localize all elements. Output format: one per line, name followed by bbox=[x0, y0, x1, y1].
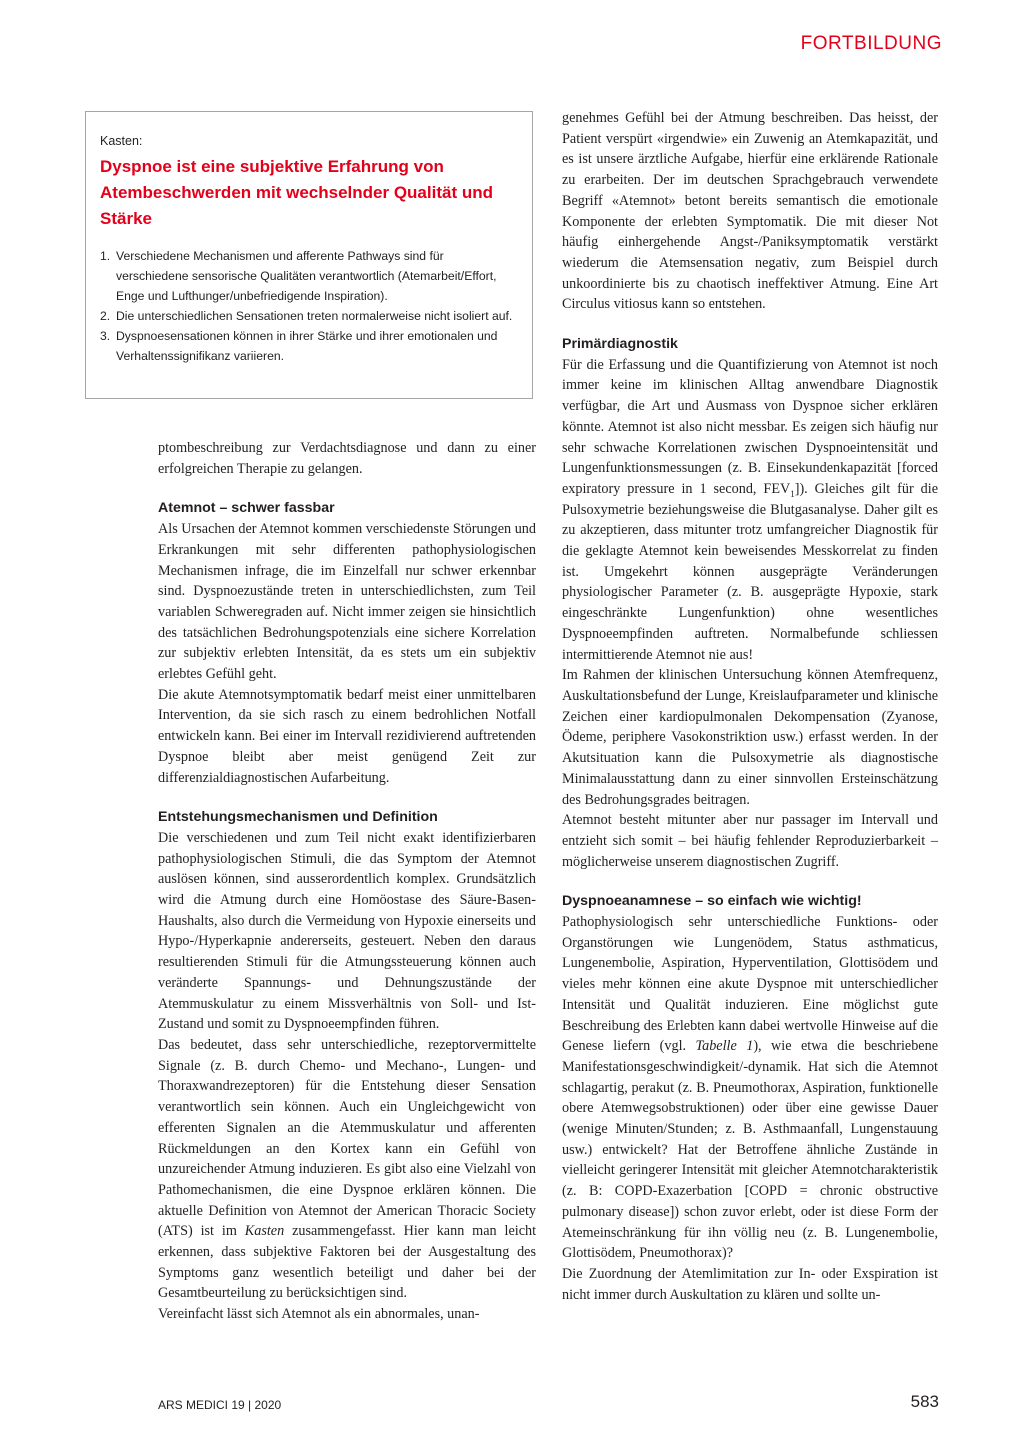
left-column bbox=[158, 438, 536, 1325]
paragraph: Atemnot besteht mitunter aber nur passager im Intervall und entzieht sich somit – bei häufig fehlender Reproduzierbarkeit – möglicherweise unserem diagnostischen Zugriff. bbox=[562, 812, 938, 870]
section-heading: Atemnot – schwer fassbar bbox=[158, 500, 335, 517]
list-item: 2. Die unterschiedlichen Sensationen treten normalerweise nicht isoliert auf. bbox=[100, 309, 513, 323]
paragraph: Die verschiedenen und zum Teil nicht exakt identifizierbaren pathophysiologischen Stimuli, die das Symptom der Atemnot auslösen können, sind ausserordentlich komplex. Grundsätzlich wird die Atmung durch eine Homöostase des Säure-Basen-Haushalts, also durch die Vermeidung von Hypoxie einerseits und Hypo-/Hyperkapnie andererseits, gesteuert. Neben den daraus resultierenden Stimuli für die Atmungssteuerung können auch veränderte Spannungs- und Dehnungszustände der Atemmuskulatur zu einem Missverhältnis von Soll- und Ist-Zustand und somit zu Dyspnoeempfinden führen. bbox=[158, 829, 536, 1033]
section-heading: Dyspnoeanamnese – so einfach wie wichtig! bbox=[562, 893, 862, 910]
section-heading: Entstehungsmechanismen und Definition bbox=[158, 809, 438, 826]
paragraph: Vereinfacht lässt sich Atemnot als ein abnormales, unan- bbox=[158, 1306, 480, 1323]
paragraph: Als Ursachen der Atemnot kommen verschiedenste Störungen und Erkrankungen mit sehr differenten pathophysiologischen Mechanismen infrage, die im Einzelfall nur schwer erkennbar sind. Dyspnoezustände treten in unterschiedlichsten, zum Teil variablen Schweregraden auf. Nicht immer zeigen sie hinsichtlich des tatsächlichen Bedrohungspotenzials eine sichere Korrelation zur subjektiv erlebten Intensität, da es stets um ein subjektiv erlebtes Gefühl geht. bbox=[158, 521, 536, 683]
paragraph: Pathophysiologisch sehr unterschiedliche Funktions- oder Organstörungen wie Lungenödem, Status asthmaticus, Lungenembolie, Aspiration, Hyperventilation, Glottisödem und vieles mehr können eine akute Dyspnoe mit unterschiedlicher Intensität und Qualität induzieren. Eine möglichst gute Beschreibung des Erlebten kann dabei wertvolle Hinweise auf die Genese liefern (vgl. Tabelle 1), wie etwa die beschriebene Manifestationsgeschwindigkeit/-dynamik. Hat sich die Atemnot schlagartig, perakut (z. B. Pneumothorax, Aspiration, funktionelle obere Atemwegsobstruktionen) oder über eine gewisse Dauer (wenige Minuten/Stunden; z. B. Asthmaanfall, Lungenstauung usw.) entwickelt? Hat der Betroffene ähnliche Zustände in vielleicht geringerer Intensität mit gleicher Atemnotcharakteristik (z. B: COPD-Exazerbation [COPD = chronic obstructive pulmonary disease]) schon zuvor erlebt, oder ist diese Form der Atemeinschränkung für ihn völlig neu (z. B. Lungenembolie, Glottisödem, Pneumothorax)? bbox=[562, 914, 938, 1262]
paragraph: genehmes Gefühl bei der Atmung beschreiben. Das heisst, der Patient verspürt «irgendwie» ein Zuwenig an Atemkapazität, und es ist unsere ärztliche Aufgabe, hierfür eine erklärende Rationale zu erarbeiten. Der im deutschen Sprachgebrauch verwendete Begriff «Atemnot» betont bereits semantisch die emotionale Komponente der erlebten Symptomatik. Die mit dieser Not häufig einhergehende Angst-/Paniksymptomatik verstärkt wiederum die Atemsensation negativ, zum Beispiel durch unkoordinierte bis zu chaotisch ineffektiver Atmung. Eine Art Circulus vitiosus kann so entstehen. bbox=[562, 110, 938, 313]
paragraph: Das bedeutet, dass sehr unterschiedliche, rezeptorvermittelte Signale (z. B. durch Chemo- und Mechano-, Lungen- und Thoraxwandrezeptoren) für die Entstehung dieser Sensation verantwortlich sein können. Auch ein Ungleichgewicht von efferenten Signalen an die Atemmuskulatur und afferenten Rückmeldungen an den Kortex kann ein Gefühl von unzureichender Atmung induzieren. Es gibt also eine Vielzahl von Pathomechanismen, die eine Dyspnoe erklären können. Die aktuelle Definition von Atemnot der American Thoracic Society (ATS) ist im Kasten zusammengefasst. Hier kann man leicht erkennen, dass subjektive Faktoren bei der Ausgestaltung des Symptoms ganz wesentlich beteiligt und daher bei der Gesamtbeurteilung zu berücksichtigen sind. bbox=[158, 1036, 537, 1302]
paragraph: Im Rahmen der klinischen Untersuchung können Atemfrequenz, Auskultationsbefund der Lunge, Kreislaufparameter und klinische Zeichen einer kardiopulmonalen Dekompensation (Zyanose, Ödeme, periphere Vasokonstriktion usw.) erfasst werden. In der Akutsituation kann die Pulsoxymetrie als diagnostische Minimalausstattung dann zu einer sinnvollen Ersteinschätzung des Bedrohungsgrades beitragen. bbox=[562, 667, 938, 808]
page-number: 583 bbox=[910, 1392, 939, 1411]
section-heading: Primärdiagnostik bbox=[562, 336, 678, 353]
paragraph: Die akute Atemnotsymptomatik bedarf meist einer unmittelbaren Intervention, da sie sich rasch zu einem bedrohlichen Notfall entwickeln kann. Bei einer im Intervall rezidivierend auftretenden Dyspnoe bleibt aber meist genügend Zeit zur differenzialdiagnostischen Aufarbeitung. bbox=[158, 686, 536, 786]
right-column bbox=[562, 108, 938, 1305]
paragraph: Die Zuordnung der Atemlimitation zur In- oder Exspiration ist nicht immer durch Auskultation zu klären und sollte un- bbox=[562, 1265, 938, 1303]
paragraph: ptombeschreibung zur Verdachtsdiagnose und dann zu einer erfolgreichen Therapie zu gelangen. bbox=[158, 440, 536, 477]
info-box-title: Dyspnoe ist eine subjektive Erfahrung von Atembeschwerden mit wechselnder Qualität und Stärke bbox=[100, 157, 493, 228]
paragraph: Für die Erfassung und die Quantifizierung von Atemnot ist noch immer keine im klinischen Alltag anwendbare Diagnostik verfügbar, die Art und Ausmass von Dyspnoe sicher erklären könnte. Atemnot ist also nicht messbar. Es zeigen sich häufig nur sehr schwache Korrelationen zwischen Dyspnoeintensität und Lungenfunktionsmessungen (z. B. Einsekundenkapazität [forced expiratory pressure in 1 second, $FEV_1$]). Gleiches gilt für die Pulsoxymetrie beziehungsweise die Blutgasanalyse. Daher gilt es zu akzeptieren, dass mitunter trotz umfangreicher Diagnostik für die geklagte Atemnot kein beweisendes Messkorrelat zu finden ist. Umgekehrt können ausgeprägte Veränderungen physiologischer Parameter (z. B. ausgeprägte Hypoxie, stark eingeschränkte Lungenfunktion) ohne wesentliches Dyspnoeempfinden auftreten. Normalbefunde schliessen intermittierende Atemnot nie aus! bbox=[562, 356, 938, 663]
info-box bbox=[85, 111, 533, 399]
journal-footer: ARS MEDICI 19 | 2020 bbox=[158, 1398, 282, 1412]
list-item: 3. Dyspnoesensationen können in ihrer Stärke und ihrer emotionalen und Verhaltenssignifikanz variieren. bbox=[100, 329, 498, 363]
info-box-list bbox=[100, 246, 518, 366]
section-label: FORTBILDUNG bbox=[800, 33, 942, 54]
info-box-label: Kasten: bbox=[100, 134, 143, 148]
list-item: 1. Verschiedene Mechanismen und afferente Pathways sind für verschiedene sensorische Qualitäten verantwortlich (Atemarbeit/Effort, Enge und Lufthunger/unbefriedigende Inspiration). bbox=[100, 249, 497, 303]
